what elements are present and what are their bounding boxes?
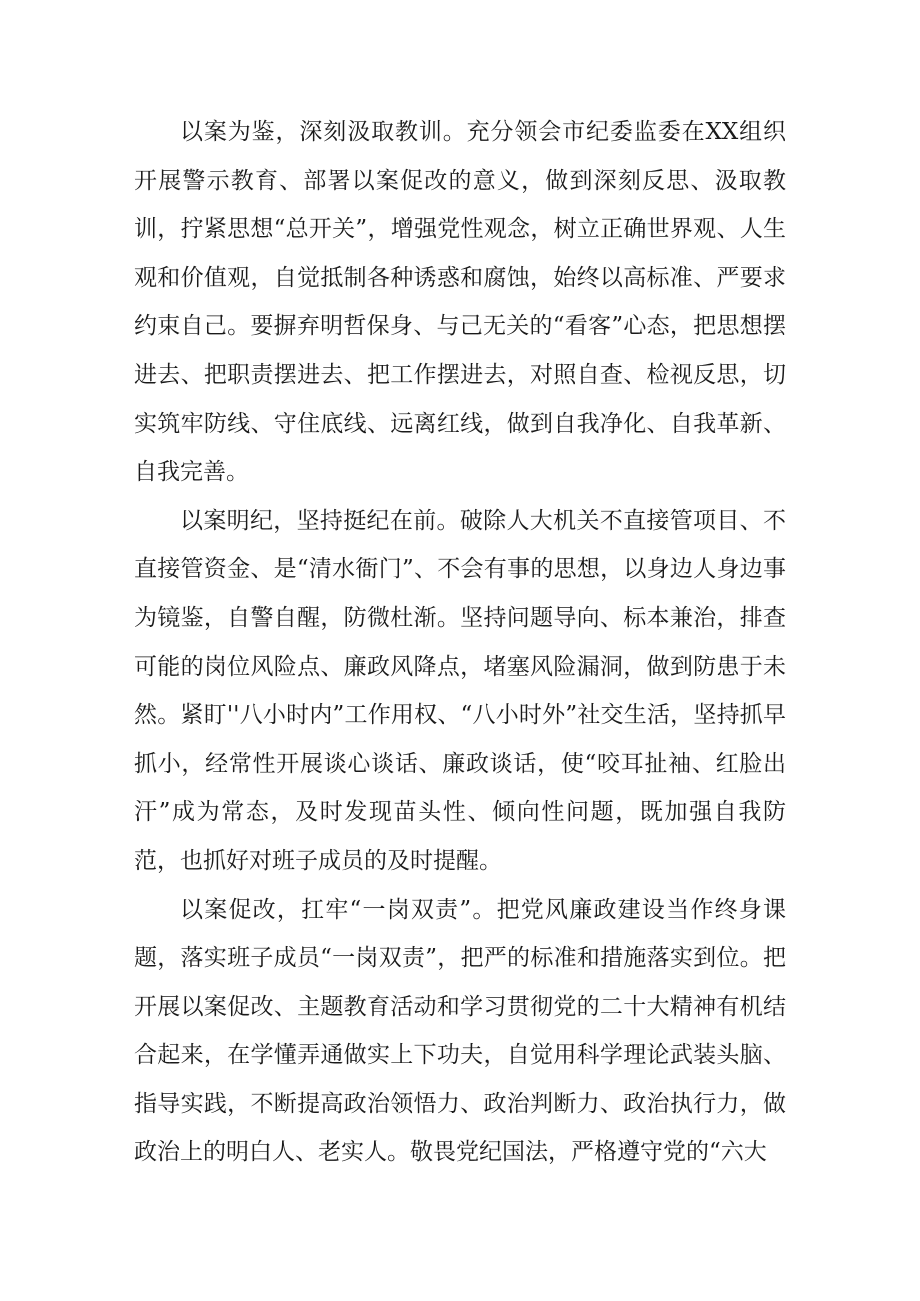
paragraph-3: 以案促改，扛牢“一岗双责”。把党风廉政建设当作终身课题，落实班子成员“一岗双责”，把严的标准和措施落实到位。把开展以案促改、主题教育活动和学习贯彻党的二十大精神有机结合起来，在学懂弄通做实上下功夫，自觉用科学理论武装头脑、指导实践，不断提高政治领悟力、政治判断力、政治执行力，做政治上的明白人、老实人。敬畏党纪国法，严格遵守党的“六大: [134, 896, 786, 1166]
paragraph-1: 以案为鉴，深刻汲取教训。充分领会市纪委监委在XX组织开展警示教育、部署以案促改的意义，做到深刻反思、汲取教训，拧紧思想“总开关”，增强党性观念，树立正确世界观、人生观和价值观，自觉抵制各种诱惑和腐蚀，始终以高标准、严要求约束自己。要摒弃明哲保身、与己无关的“看客”心态，把思想摆进去、把职责摆进去、把工作摆进去，对照自查、检视反思，切实筑牢防线、守住底线、远离红线，做到自我净化、自我革新、自我完善。: [134, 119, 786, 486]
document-body: [134, 108, 786, 1177]
paragraph-2: 以案明纪，坚持挺纪在前。破除人大机关不直接管项目、不直接管资金、是“清水衙门”、不会有事的思想，以身边人身边事为镜鉴，自警自醒，防微杜渐。坚持问题导向、标本兼治，排查可能的岗位风险点、廉政风降点，堵塞风险漏洞，做到防患于未然。紧盯''八小时内”工作用权、“八小时外”社交生活，坚持抓早抓小，经常性开展谈心谈话、廉政谈话，使“咬耳扯袖、红脸出汗”成为常态，及时发现苗头性、倾向性问题，既加强自我防范，也抓好对班子成员的及时提醒。: [134, 507, 786, 874]
